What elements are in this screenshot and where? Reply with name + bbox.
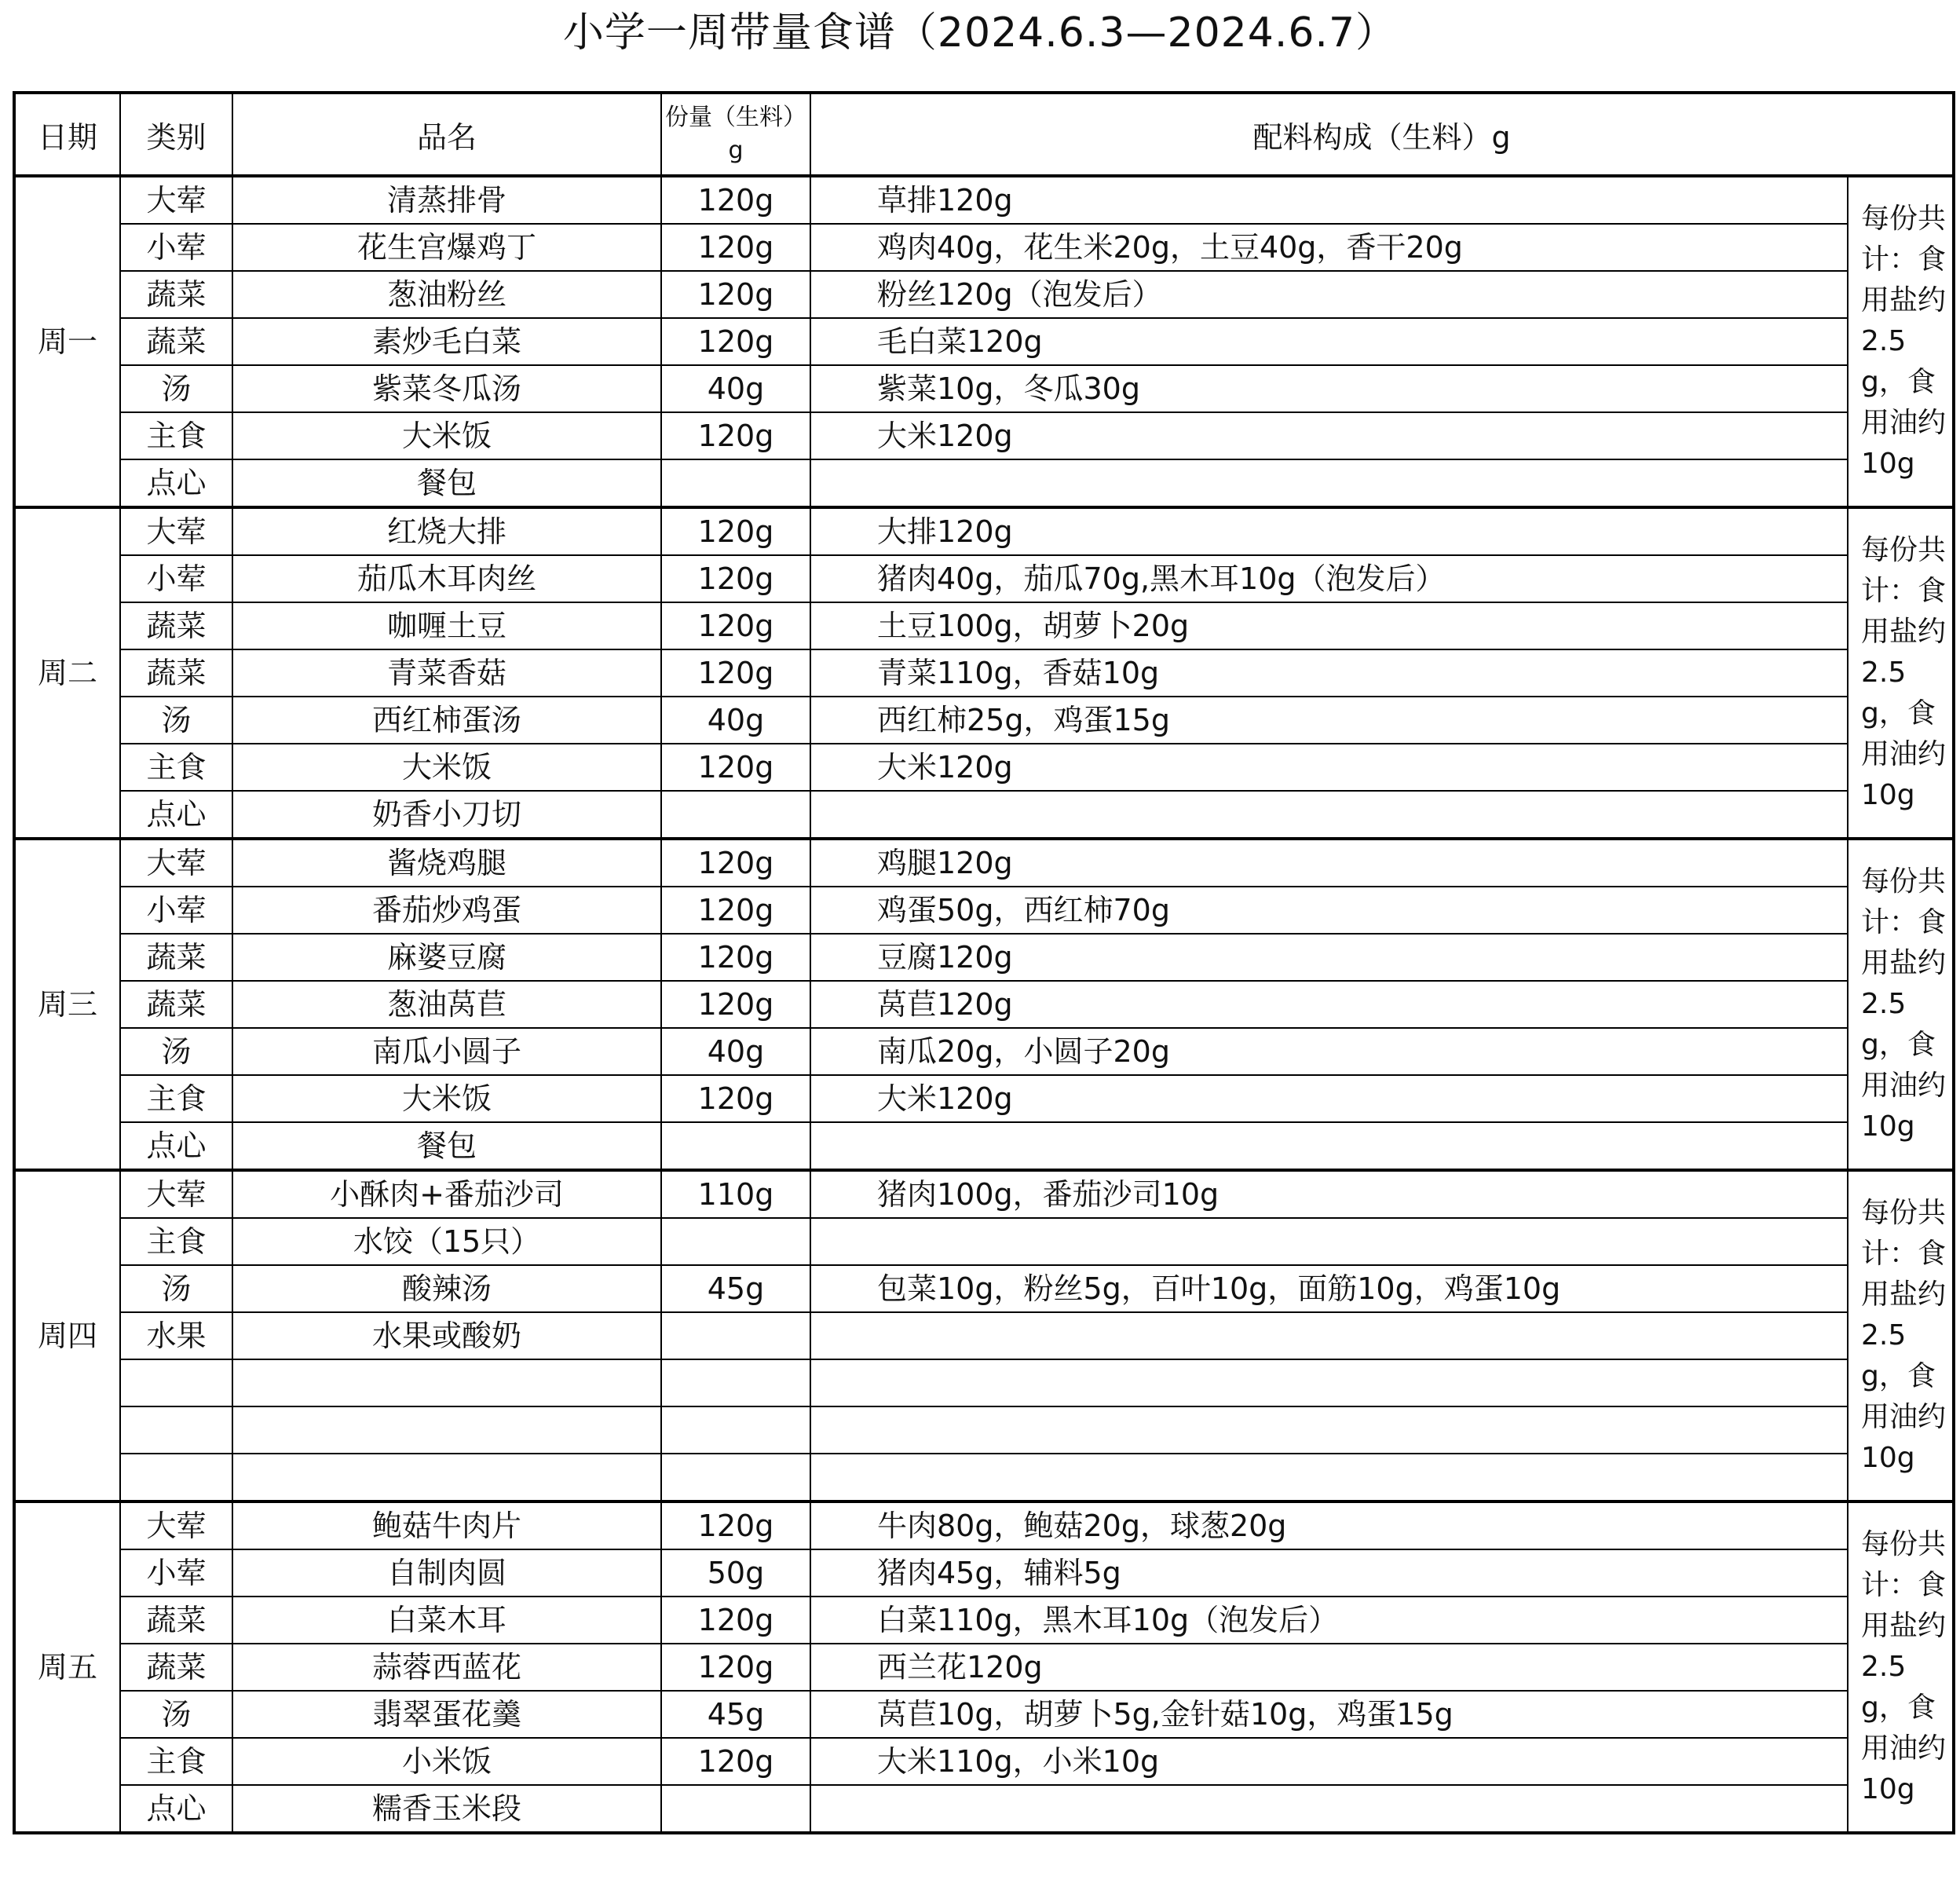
portion-cell: 120g bbox=[661, 176, 810, 224]
dish-cell: 小酥肉+番茄沙司 bbox=[232, 1170, 661, 1218]
dish-cell bbox=[232, 1454, 661, 1501]
dish-cell: 番茄炒鸡蛋 bbox=[232, 887, 661, 934]
dish-cell: 紫菜冬瓜汤 bbox=[232, 365, 661, 412]
portion-cell: 40g bbox=[661, 697, 810, 744]
category-cell: 大荤 bbox=[120, 1501, 232, 1549]
ingredients-cell: 猪肉45g，辅料5g bbox=[810, 1549, 1848, 1597]
ingredients-cell: 西兰花120g bbox=[810, 1644, 1848, 1691]
day-cell: 周四 bbox=[14, 1170, 120, 1501]
header-ingredients: 配料构成（生料）g bbox=[810, 93, 1954, 176]
category-cell: 蔬菜 bbox=[120, 1644, 232, 1691]
category-cell: 蔬菜 bbox=[120, 602, 232, 649]
ingredients-cell: 牛肉80g，鲍菇20g，球葱20g bbox=[810, 1501, 1848, 1549]
portion-cell: 45g bbox=[661, 1691, 810, 1738]
portion-cell: 120g bbox=[661, 1644, 810, 1691]
ingredients-cell bbox=[810, 1359, 1848, 1406]
category-cell: 主食 bbox=[120, 1738, 232, 1785]
category-cell: 水果 bbox=[120, 1312, 232, 1359]
table-row bbox=[14, 1644, 1954, 1691]
daily-note-cell: 每份共计：食用盐约2.5g，食用油约10g bbox=[1848, 839, 1954, 1170]
category-cell: 汤 bbox=[120, 697, 232, 744]
ingredients-cell bbox=[810, 1454, 1848, 1501]
dish-cell: 白菜木耳 bbox=[232, 1597, 661, 1644]
dish-cell: 清蒸排骨 bbox=[232, 176, 661, 224]
category-cell: 小荤 bbox=[120, 224, 232, 271]
category-cell: 汤 bbox=[120, 365, 232, 412]
category-cell bbox=[120, 1454, 232, 1501]
table-row bbox=[14, 887, 1954, 934]
portion-cell: 120g bbox=[661, 1738, 810, 1785]
ingredients-cell: 豆腐120g bbox=[810, 934, 1848, 981]
dish-cell: 大米饭 bbox=[232, 1075, 661, 1122]
ingredients-cell: 白菜110g，黑木耳10g（泡发后） bbox=[810, 1597, 1848, 1644]
header-row bbox=[14, 93, 1954, 176]
table-row bbox=[14, 412, 1954, 459]
ingredients-cell: 大米120g bbox=[810, 412, 1848, 459]
daily-note-cell: 每份共计：食用盐约2.5g，食用油约10g bbox=[1848, 507, 1954, 839]
category-cell: 蔬菜 bbox=[120, 318, 232, 365]
dish-cell: 蒜蓉西蓝花 bbox=[232, 1644, 661, 1691]
table-row bbox=[14, 1359, 1954, 1406]
portion-cell: 120g bbox=[661, 224, 810, 271]
category-cell: 主食 bbox=[120, 744, 232, 791]
category-cell: 蔬菜 bbox=[120, 934, 232, 981]
table-row bbox=[14, 981, 1954, 1028]
portion-cell: 120g bbox=[661, 507, 810, 555]
dish-cell: 麻婆豆腐 bbox=[232, 934, 661, 981]
table-row bbox=[14, 602, 1954, 649]
ingredients-cell: 大米120g bbox=[810, 744, 1848, 791]
category-cell bbox=[120, 1359, 232, 1406]
portion-cell: 120g bbox=[661, 744, 810, 791]
dish-cell: 水饺（15只） bbox=[232, 1218, 661, 1265]
category-cell: 大荤 bbox=[120, 176, 232, 224]
dish-cell: 大米饭 bbox=[232, 412, 661, 459]
table-row bbox=[14, 1028, 1954, 1075]
portion-cell: 120g bbox=[661, 1501, 810, 1549]
table-row bbox=[14, 934, 1954, 981]
table-row bbox=[14, 224, 1954, 271]
dish-cell: 大米饭 bbox=[232, 744, 661, 791]
dish-cell: 酱烧鸡腿 bbox=[232, 839, 661, 887]
dish-cell: 水果或酸奶 bbox=[232, 1312, 661, 1359]
dish-cell: 咖喱土豆 bbox=[232, 602, 661, 649]
ingredients-cell: 粉丝120g（泡发后） bbox=[810, 271, 1848, 318]
portion-cell: 120g bbox=[661, 602, 810, 649]
portion-cell: 40g bbox=[661, 365, 810, 412]
dish-cell: 素炒毛白菜 bbox=[232, 318, 661, 365]
table-row bbox=[14, 1075, 1954, 1122]
header-portion: 份量（生料）g bbox=[661, 93, 810, 176]
category-cell: 点心 bbox=[120, 791, 232, 839]
ingredients-cell: 南瓜20g，小圆子20g bbox=[810, 1028, 1848, 1075]
table-row bbox=[14, 1454, 1954, 1501]
category-cell: 小荤 bbox=[120, 555, 232, 602]
ingredients-cell: 草排120g bbox=[810, 176, 1848, 224]
category-cell: 大荤 bbox=[120, 1170, 232, 1218]
dish-cell: 红烧大排 bbox=[232, 507, 661, 555]
portion-cell bbox=[661, 1454, 810, 1501]
table-row bbox=[14, 1549, 1954, 1597]
portion-cell bbox=[661, 1218, 810, 1265]
portion-cell: 120g bbox=[661, 934, 810, 981]
table-row bbox=[14, 839, 1954, 887]
dish-cell: 葱油粉丝 bbox=[232, 271, 661, 318]
portion-cell: 120g bbox=[661, 839, 810, 887]
dish-cell: 糯香玉米段 bbox=[232, 1785, 661, 1833]
table-row bbox=[14, 1501, 1954, 1549]
ingredients-cell: 大米120g bbox=[810, 1075, 1848, 1122]
portion-cell bbox=[661, 1406, 810, 1454]
header-category: 类别 bbox=[120, 93, 232, 176]
ingredients-cell: 大排120g bbox=[810, 507, 1848, 555]
category-cell: 点心 bbox=[120, 1785, 232, 1833]
portion-cell: 120g bbox=[661, 981, 810, 1028]
table-row bbox=[14, 697, 1954, 744]
table-row bbox=[14, 791, 1954, 839]
ingredients-cell: 鸡肉40g，花生米20g，土豆40g，香干20g bbox=[810, 224, 1848, 271]
ingredients-cell bbox=[810, 1406, 1848, 1454]
table-row bbox=[14, 1406, 1954, 1454]
portion-cell: 120g bbox=[661, 649, 810, 697]
category-cell: 蔬菜 bbox=[120, 1597, 232, 1644]
daily-note-cell: 每份共计：食用盐约2.5g，食用油约10g bbox=[1848, 176, 1954, 507]
portion-cell: 110g bbox=[661, 1170, 810, 1218]
ingredients-cell bbox=[810, 1218, 1848, 1265]
ingredients-cell: 土豆100g，胡萝卜20g bbox=[810, 602, 1848, 649]
portion-cell: 120g bbox=[661, 887, 810, 934]
ingredients-cell: 莴苣120g bbox=[810, 981, 1848, 1028]
menu-table bbox=[13, 91, 1955, 1834]
ingredients-cell: 莴苣10g，胡萝卜5g,金针菇10g，鸡蛋15g bbox=[810, 1691, 1848, 1738]
category-cell: 点心 bbox=[120, 459, 232, 507]
category-cell: 大荤 bbox=[120, 839, 232, 887]
portion-cell: 40g bbox=[661, 1028, 810, 1075]
category-cell: 点心 bbox=[120, 1122, 232, 1170]
category-cell: 汤 bbox=[120, 1265, 232, 1312]
ingredients-cell bbox=[810, 791, 1848, 839]
dish-cell: 酸辣汤 bbox=[232, 1265, 661, 1312]
category-cell: 小荤 bbox=[120, 887, 232, 934]
portion-cell: 120g bbox=[661, 1075, 810, 1122]
table-row bbox=[14, 1170, 1954, 1218]
table-row bbox=[14, 1122, 1954, 1170]
dish-cell: 鲍菇牛肉片 bbox=[232, 1501, 661, 1549]
category-cell bbox=[120, 1406, 232, 1454]
table-row bbox=[14, 1691, 1954, 1738]
portion-cell bbox=[661, 1122, 810, 1170]
dish-cell: 翡翠蛋花羹 bbox=[232, 1691, 661, 1738]
category-cell: 汤 bbox=[120, 1028, 232, 1075]
table-row bbox=[14, 555, 1954, 602]
category-cell: 主食 bbox=[120, 1075, 232, 1122]
dish-cell: 青菜香菇 bbox=[232, 649, 661, 697]
dish-cell bbox=[232, 1359, 661, 1406]
portion-cell bbox=[661, 459, 810, 507]
ingredients-cell bbox=[810, 459, 1848, 507]
portion-cell bbox=[661, 1312, 810, 1359]
daily-note-cell: 每份共计：食用盐约2.5g，食用油约10g bbox=[1848, 1501, 1954, 1833]
portion-cell: 120g bbox=[661, 555, 810, 602]
ingredients-cell: 猪肉40g，茄瓜70g,黑木耳10g（泡发后） bbox=[810, 555, 1848, 602]
portion-cell bbox=[661, 1359, 810, 1406]
table-row bbox=[14, 176, 1954, 224]
table-row bbox=[14, 1597, 1954, 1644]
day-cell: 周二 bbox=[14, 507, 120, 839]
table-row bbox=[14, 459, 1954, 507]
category-cell: 主食 bbox=[120, 412, 232, 459]
category-cell: 主食 bbox=[120, 1218, 232, 1265]
category-cell: 蔬菜 bbox=[120, 271, 232, 318]
day-cell: 周一 bbox=[14, 176, 120, 507]
table-row bbox=[14, 507, 1954, 555]
ingredients-cell bbox=[810, 1785, 1848, 1833]
menu-body bbox=[14, 176, 1954, 1833]
day-cell: 周五 bbox=[14, 1501, 120, 1833]
portion-cell: 45g bbox=[661, 1265, 810, 1312]
ingredients-cell: 鸡腿120g bbox=[810, 839, 1848, 887]
dish-cell: 小米饭 bbox=[232, 1738, 661, 1785]
table-row bbox=[14, 649, 1954, 697]
table-row bbox=[14, 365, 1954, 412]
ingredients-cell: 鸡蛋50g，西红柿70g bbox=[810, 887, 1848, 934]
page-title: 小学一周带量食谱（2024.6.3—2024.6.7） bbox=[562, 9, 1398, 57]
category-cell: 小荤 bbox=[120, 1549, 232, 1597]
ingredients-cell: 猪肉100g，番茄沙司10g bbox=[810, 1170, 1848, 1218]
daily-note-cell: 每份共计：食用盐约2.5g，食用油约10g bbox=[1848, 1170, 1954, 1501]
dish-cell bbox=[232, 1406, 661, 1454]
ingredients-cell: 紫菜10g，冬瓜30g bbox=[810, 365, 1848, 412]
table-row bbox=[14, 1218, 1954, 1265]
ingredients-cell bbox=[810, 1122, 1848, 1170]
header-dish: 品名 bbox=[232, 93, 661, 176]
portion-cell: 120g bbox=[661, 1597, 810, 1644]
day-cell: 周三 bbox=[14, 839, 120, 1170]
category-cell: 汤 bbox=[120, 1691, 232, 1738]
category-cell: 蔬菜 bbox=[120, 649, 232, 697]
dish-cell: 餐包 bbox=[232, 1122, 661, 1170]
ingredients-cell bbox=[810, 1312, 1848, 1359]
category-cell: 蔬菜 bbox=[120, 981, 232, 1028]
dish-cell: 葱油莴苣 bbox=[232, 981, 661, 1028]
portion-cell: 120g bbox=[661, 412, 810, 459]
dish-cell: 自制肉圆 bbox=[232, 1549, 661, 1597]
table-row bbox=[14, 1738, 1954, 1785]
table-row bbox=[14, 1265, 1954, 1312]
table-row bbox=[14, 1312, 1954, 1359]
dish-cell: 西红柿蛋汤 bbox=[232, 697, 661, 744]
portion-cell bbox=[661, 791, 810, 839]
portion-cell: 120g bbox=[661, 271, 810, 318]
ingredients-cell: 西红柿25g，鸡蛋15g bbox=[810, 697, 1848, 744]
ingredients-cell: 大米110g，小米10g bbox=[810, 1738, 1848, 1785]
dish-cell: 花生宫爆鸡丁 bbox=[232, 224, 661, 271]
ingredients-cell: 毛白菜120g bbox=[810, 318, 1848, 365]
portion-cell: 50g bbox=[661, 1549, 810, 1597]
table-row bbox=[14, 1785, 1954, 1833]
ingredients-cell: 青菜110g，香菇10g bbox=[810, 649, 1848, 697]
portion-cell: 120g bbox=[661, 318, 810, 365]
dish-cell: 奶香小刀切 bbox=[232, 791, 661, 839]
dish-cell: 餐包 bbox=[232, 459, 661, 507]
portion-cell bbox=[661, 1785, 810, 1833]
header-date: 日期 bbox=[14, 93, 120, 176]
dish-cell: 南瓜小圆子 bbox=[232, 1028, 661, 1075]
table-row bbox=[14, 271, 1954, 318]
ingredients-cell: 包菜10g，粉丝5g，百叶10g，面筋10g，鸡蛋10g bbox=[810, 1265, 1848, 1312]
dish-cell: 茄瓜木耳肉丝 bbox=[232, 555, 661, 602]
table-row bbox=[14, 318, 1954, 365]
table-row bbox=[14, 744, 1954, 791]
category-cell: 大荤 bbox=[120, 507, 232, 555]
